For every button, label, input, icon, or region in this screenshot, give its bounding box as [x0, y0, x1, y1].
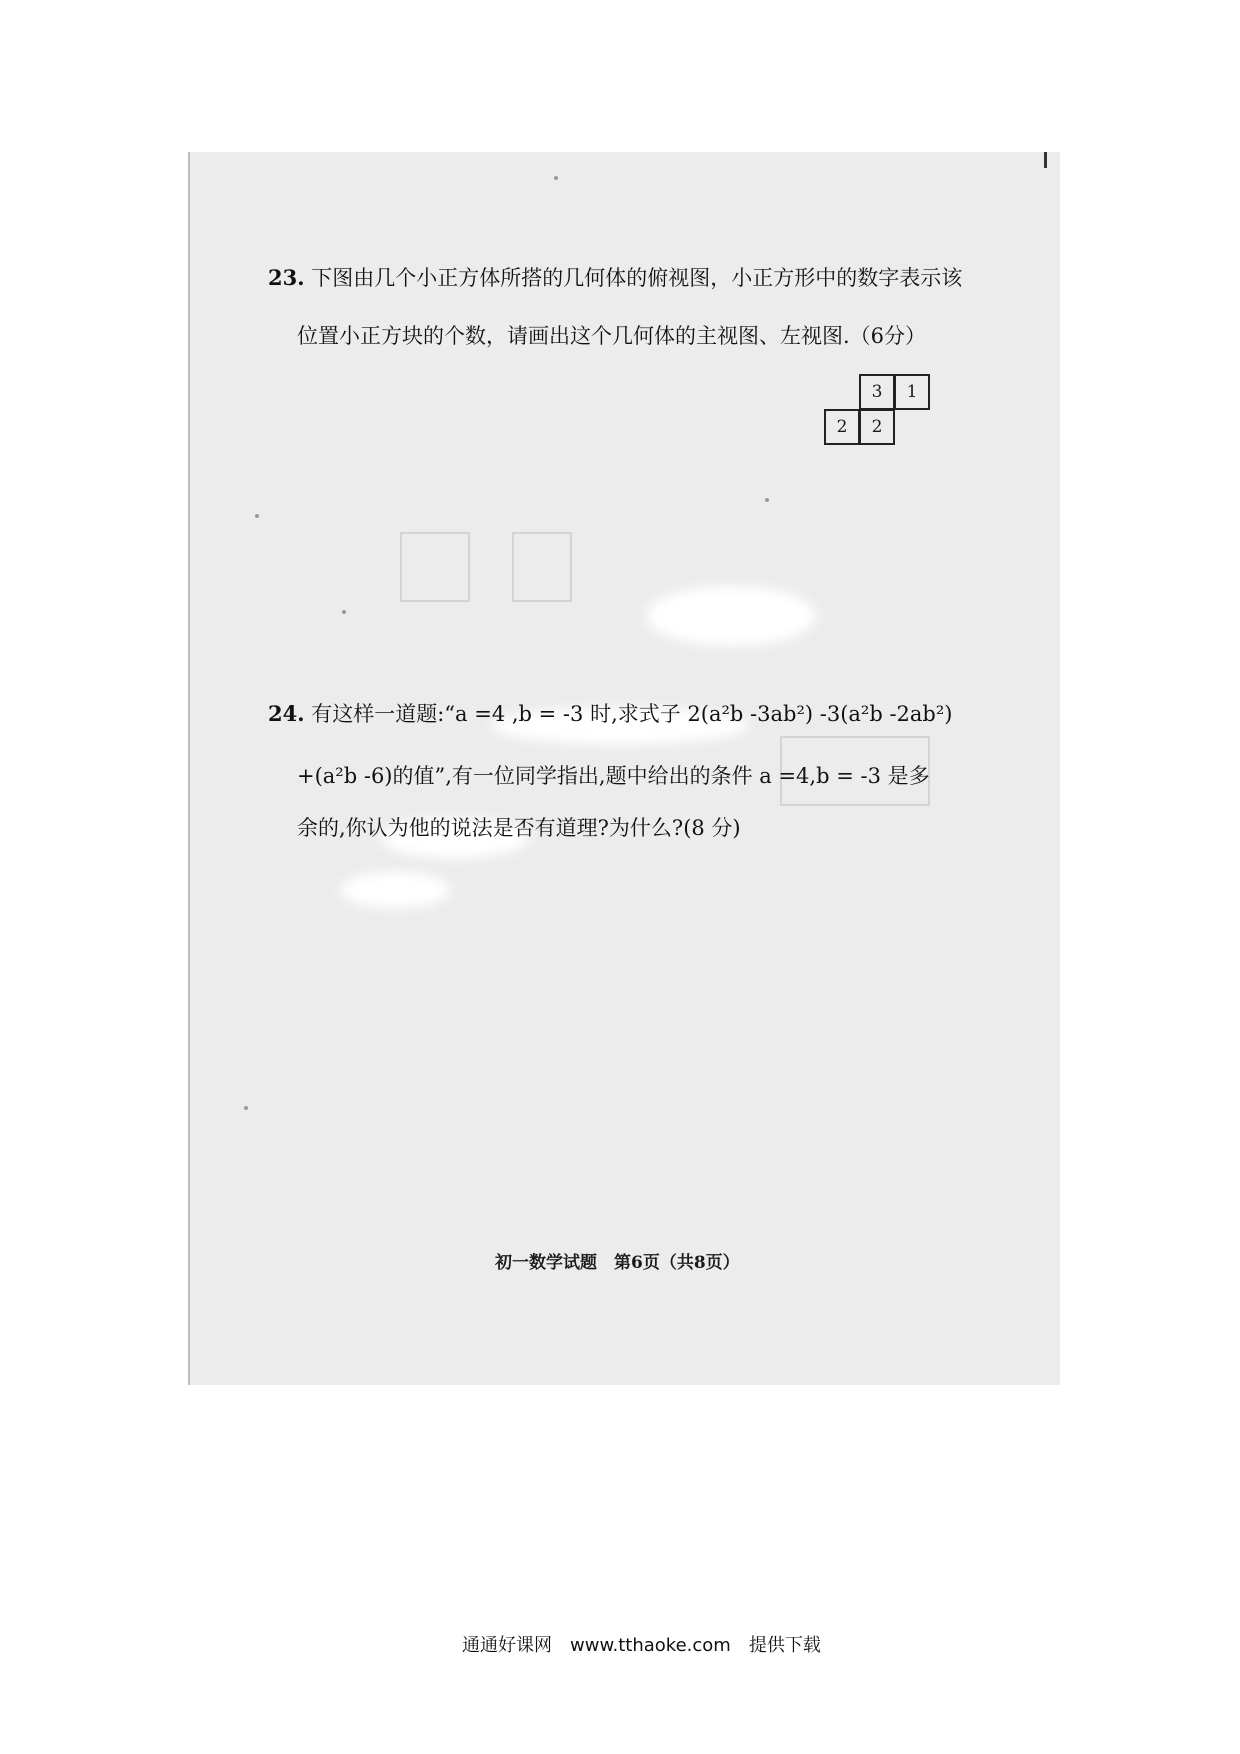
speck: [244, 1106, 248, 1110]
q23-text-line2: 位置小正方块的个数，请画出这个几何体的主视图、左视图.（6分）: [297, 324, 927, 348]
scan-mark: [1044, 152, 1047, 168]
q23-text-line1: 下图由几个小正方体所搭的几何体的俯视图，小正方形中的数字表示该: [311, 266, 963, 290]
redaction-smudge: [646, 586, 816, 646]
q23-number: 23.: [268, 265, 305, 290]
q24-line1: [268, 698, 952, 728]
page-footer: 初一数学试题 第6页（共8页）: [495, 1253, 740, 1273]
q24-text-line1: 有这样一道题:“a =4 ,b = -3 时,求式子 2(a²b -3ab²) -3(a²b -2ab²): [311, 702, 953, 726]
q24-text-line2: +(a²b -6)的值”,有一位同学指出,题中给出的条件 a =4,b = -3 是多: [297, 764, 930, 788]
site-footer: 通通好课网 www.tthaoke.com 提供下载: [462, 1635, 821, 1656]
bleedthrough-square: [512, 532, 572, 602]
grid-cell: 3: [859, 374, 895, 410]
speck: [342, 610, 346, 614]
speck: [554, 176, 558, 180]
q24-number: 24.: [268, 701, 305, 726]
top-view-grid: [824, 374, 934, 450]
grid-cell: 2: [859, 409, 895, 445]
speck: [765, 498, 769, 502]
redaction-smudge: [340, 872, 450, 908]
speck: [255, 514, 259, 518]
grid-cell: 1: [894, 374, 930, 410]
grid-cell: [824, 374, 860, 410]
q23-line1: [268, 262, 962, 292]
bleedthrough-square: [400, 532, 470, 602]
grid-cell: 2: [824, 409, 860, 445]
q24-text-line3: 余的,你认为他的说法是否有道理?为什么?(8 分): [297, 816, 741, 840]
